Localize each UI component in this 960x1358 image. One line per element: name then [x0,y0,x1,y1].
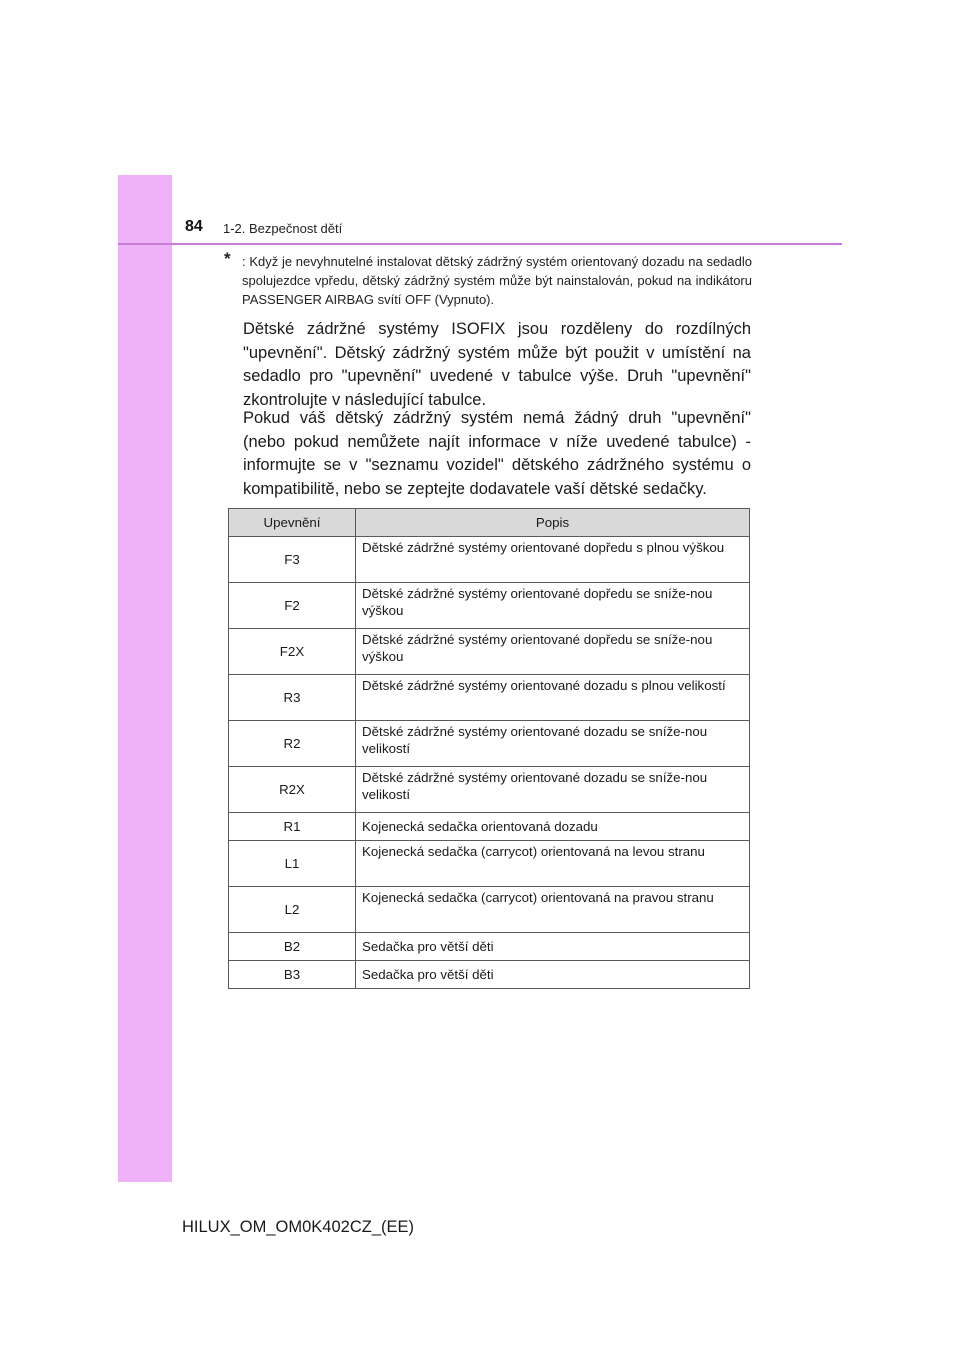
section-title: 1-2. Bezpečnost dětí [223,221,343,236]
fixture-description: Dětské zádržné systémy orientované dozadu se sníže-nou velikostí [356,767,750,813]
side-color-band [118,175,172,1182]
table-row [229,887,750,933]
fixture-code: R2X [229,767,356,813]
column-header-description: Popis [356,509,750,537]
footnote [224,249,752,309]
fixture-description: Kojenecká sedačka (carrycot) orientovaná na levou stranu [356,841,750,887]
fixture-code: F2X [229,629,356,675]
isofix-fixture-table [228,508,750,989]
fixture-code: R3 [229,675,356,721]
fixture-description: Kojenecká sedačka orientovaná dozadu [356,813,750,841]
fixture-description: Dětské zádržné systémy orientované dopředu se sníže-nou výškou [356,629,750,675]
fixture-description: Dětské zádržné systémy orientované dopředu se sníže-nou výškou [356,583,750,629]
table-row [229,721,750,767]
page-number: 84 [185,218,203,235]
table-row [229,961,750,989]
fixture-code: R1 [229,813,356,841]
fixture-code: B3 [229,961,356,989]
fixture-code: L2 [229,887,356,933]
footnote-text: : Když je nevyhnutelné instalovat dětský zádržný systém orientovaný dozadu na sedadlo spolujezdce vpředu, dětský zádržný systém může být nainstalován, pokud na indikátoru PASSENGER AIRBAG svítí OFF (Vypnuto). [242,254,752,307]
table-row [229,933,750,961]
column-header-fixture: Upevnění [229,509,356,537]
table-row [229,675,750,721]
fixture-description: Sedačka pro větší děti [356,961,750,989]
paragraph-isofix-intro: Dětské zádržné systémy ISOFIX jsou rozděleny do rozdílných "upevnění". Dětský zádržný systém může být použit v umístění na sedadlo pro "upevnění" uvedené v tabulce výše. Druh "upevnění" zkontrolujte v následující tabulce. [243,320,751,409]
fixture-code: R2 [229,721,356,767]
table-row [229,813,750,841]
fixture-code: B2 [229,933,356,961]
table-row [229,629,750,675]
fixture-code: F3 [229,537,356,583]
fixture-code: L1 [229,841,356,887]
table-row [229,537,750,583]
fixture-description: Dětské zádržné systémy orientované dozadu se sníže-nou velikostí [356,721,750,767]
fixture-description: Dětské zádržné systémy orientované dopředu s plnou výškou [356,537,750,583]
table-header-row [229,509,750,537]
header-divider [118,243,842,245]
table-row [229,767,750,813]
fixture-description: Dětské zádržné systémy orientované dozadu s plnou velikostí [356,675,750,721]
fixture-code: F2 [229,583,356,629]
fixture-description: Sedačka pro větší děti [356,933,750,961]
paragraph-compatibility: Pokud váš dětský zádržný systém nemá žádný druh "upevnění" (nebo pokud nemůžete najít informace v níže uvedené tabulce) - informujte se v "seznamu vozidel" dětského zádržného systému o kompatibilitě, nebo se zeptejte dodavatele vaší dětské sedačky. [243,409,751,498]
footnote-marker: * [224,249,231,268]
document-id-footer: HILUX_OM_OM0K402CZ_(EE) [182,1218,414,1236]
fixture-description: Kojenecká sedačka (carrycot) orientovaná na pravou stranu [356,887,750,933]
table-row [229,583,750,629]
table-row [229,841,750,887]
